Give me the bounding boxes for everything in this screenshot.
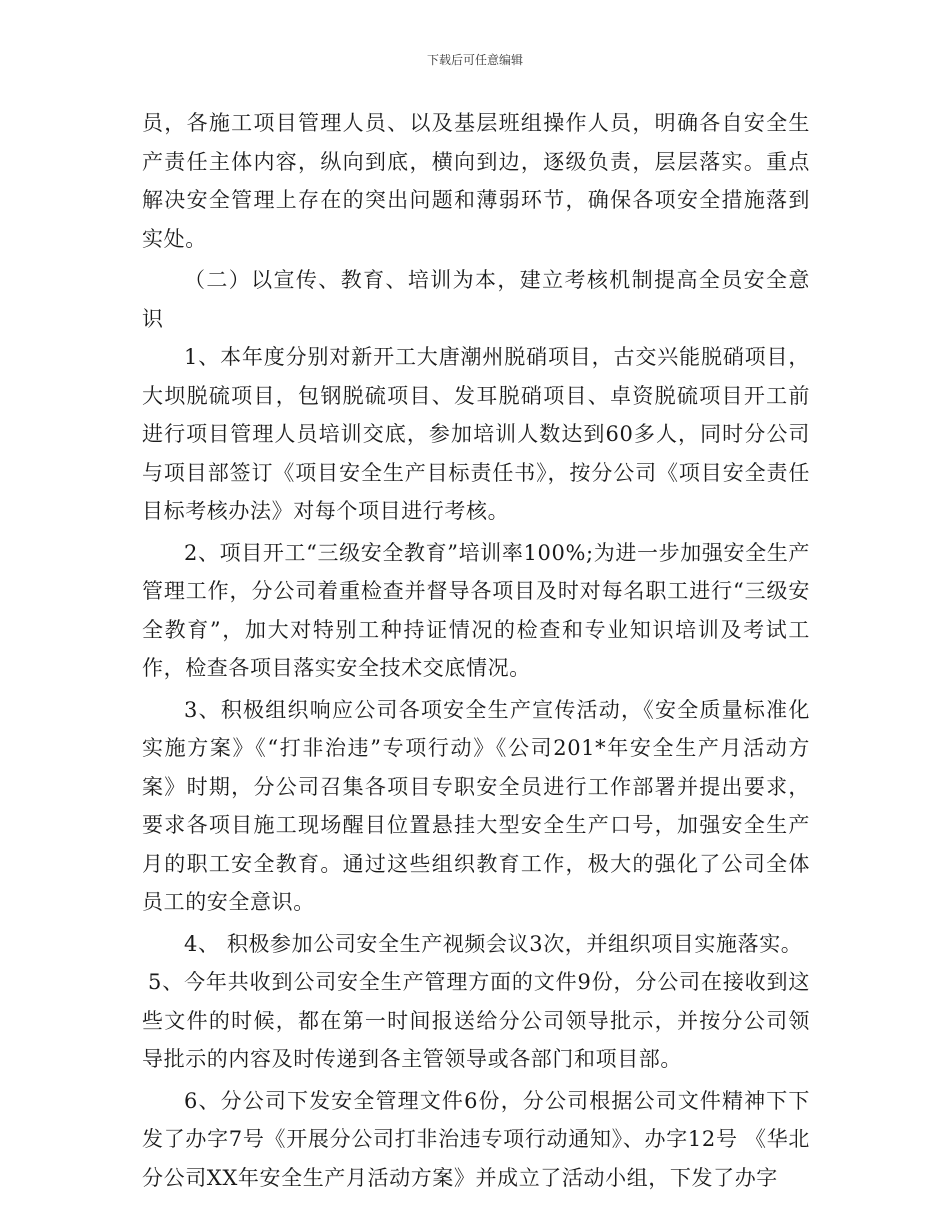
- paragraph-item-6: 6、分公司下发安全管理文件6份，分公司根据公司文件精神下下发了办字7号《开展分公司打非治违专项行动通知》、办字12号 《华北分公司XX年安全生产月活动方案》并成立了活动小组，下发了办字: [142, 1088, 810, 1190]
- page-header: 下载后可任意编辑: [426, 53, 523, 67]
- section-heading: （二）以宣传、教育、培训为本，建立考核机制提高全员安全意识: [142, 268, 810, 331]
- paragraph-item-4: 4、 积极参加公司安全生产视频会议3次，并组织项目实施落实。: [184, 931, 803, 956]
- paragraph-item-2: 2、项目开工“三级安全教育”培训率100%;为进一步加强安全生产管理工作，分公司着重检查并督导各项目及时对每名职工进行“三级安全教育”，加大对特别工种持证情况的检查和专业知识培训及考试工作，检查各项目落实安全技术交底情况。: [142, 540, 810, 680]
- paragraph-continuation: 员，各施工项目管理人员、以及基层班组操作人员，明确各自安全生产责任主体内容，纵向到底，横向到边，逐级负责，层层落实。重点解决安全管理上存在的突出问题和薄弱环节，确保各项安全措施落到实处。: [142, 111, 810, 251]
- paragraph-item-1: 1、本年度分别对新开工大唐潮州脱硝项目，古交兴能脱硝项目，大坝脱硫项目，包钢脱硫项目、发耳脱硝项目、卓资脱硫项目开工前进行项目管理人员培训交底，参加培训人数达到60多人，同时分公司与项目部签订《项目安全生产目标责任书》，按分公司《项目安全责任目标考核办法》对每个项目进行考核。: [142, 345, 810, 523]
- paragraph-item-3: 3、积极组织响应公司各项安全生产宣传活动，《安全质量标准化实施方案》《“打非治违”专项行动》《公司201*年安全生产月活动方案》时期，分公司召集各项目专职安全员进行工作部署并提出要求，要求各项目施工现场醒目位置悬挂大型安全生产口号，加强安全生产月的职工安全教育。通过这些组织教育工作，极大的强化了公司全体员工的安全意识。: [142, 697, 810, 914]
- paragraph-item-5: 5、今年共收到公司安全生产管理方面的文件9份，分公司在接收到这些文件的时候，都在第一时间报送给分公司领导批示，并按分公司领导批示的内容及时传递到各主管领导或各部门和项目部。: [142, 970, 810, 1071]
- document-body: [142, 104, 810, 1197]
